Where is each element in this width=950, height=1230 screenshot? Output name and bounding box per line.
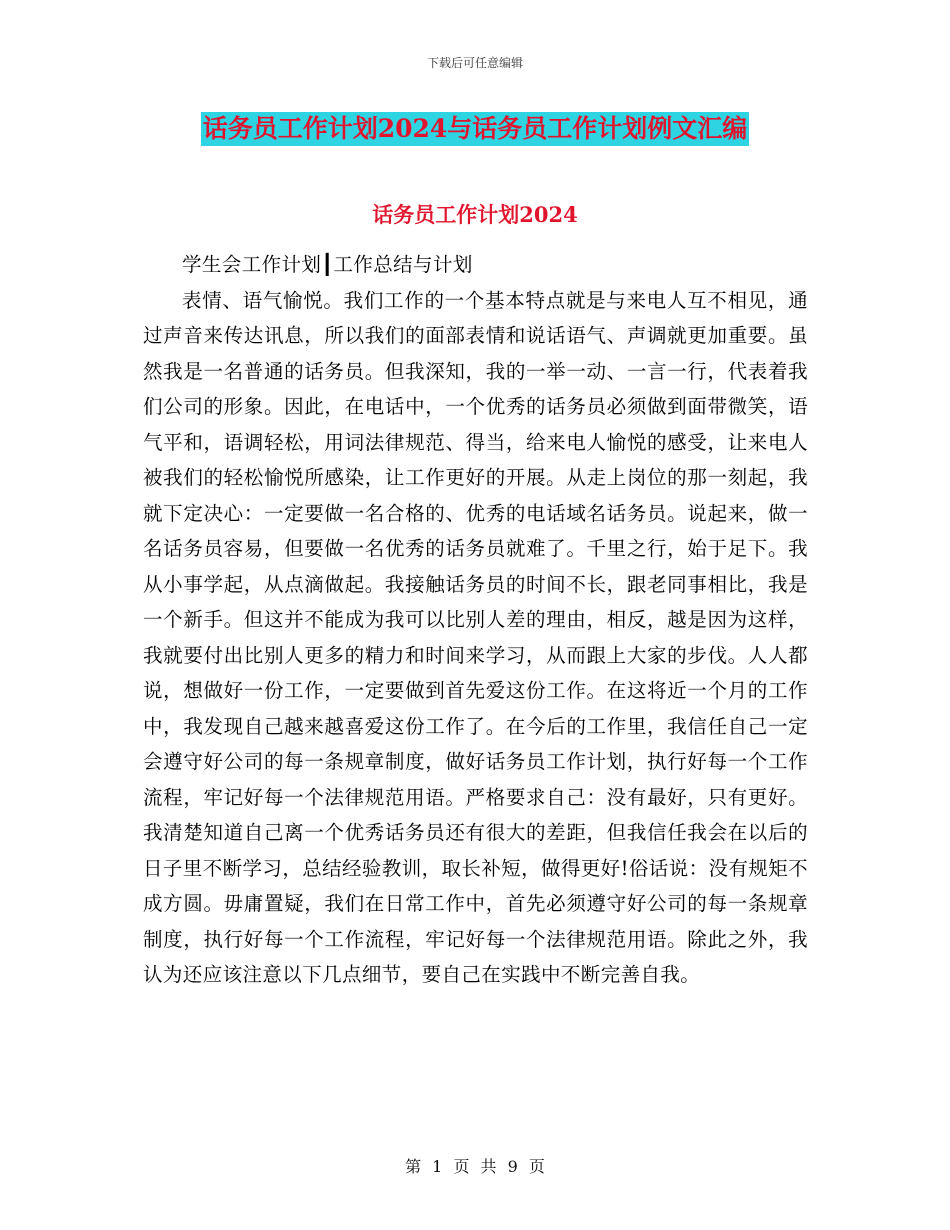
- page-number-footer: 第 1 页 共 9 页: [405, 1157, 545, 1176]
- page-header-note: 下载后可任意编辑: [426, 56, 523, 70]
- paragraph-body: 表情、语气愉悦。我们工作的一个基本特点就是与来电人互不相见，通过声音来传达讯息，所以我们的面部表情和说话语气、声调就更加重要。虽然我是一名普通的话务员。但我深知，我的一举一动、一言一行，代表着我们公司的形象。因此，在电话中，一个优秀的话务员必须做到面带微笑，语气平和，语调轻松，用词法律规范、得当，给来电人愉悦的感受，让来电人被我们的轻松愉悦所感染，让工作更好的开展。从走上岗位的那一刻起，我就下定决心：一定要做一名合格的、优秀的电话域名话务员。说起来，做一名话务员容易，但要做一名优秀的话务员就难了。千里之行，始于足下。我从小事学起，从点滴做起。我接触话务员的时间不长，跟老同事相比，我是一个新手。但这并不能成为我可以比别人差的理由，相反，越是因为这样，我就要付出比别人更多的精力和时间来学习，从而跟上大家的步伐。人人都说，想做好一份工作，一定要做到首先爱这份工作。在这将近一个月的工作中，我发现自己越来越喜爱这份工作了。在今后的工作里，我信任自己一定会遵守好公司的每一条规章制度，做好话务员工作计划，执行好每一个工作流程，牢记好每一个法律规范用语。严格要求自己：没有最好，只有更好。我清楚知道自己离一个优秀话务员还有很大的差距，但我信任我会在以后的日子里不断学习，总结经验教训，取长补短，做得更好!俗话说：没有规矩不成方圆。毋庸置疑，我们在日常工作中，首先必须遵守好公司的每一条规章制度，执行好每一个工作流程，牢记好每一个法律规范用语。除此之外，我认为还应该注意以下几点细节，要自己在实践中不断完善自我。: [143, 288, 808, 986]
- document-title: 话务员工作计划2024与话务员工作计划例文汇编: [201, 112, 750, 146]
- paragraph-category-line: 学生会工作计划┃工作总结与计划: [182, 253, 473, 276]
- section-title: 话务员工作计划2024: [372, 202, 578, 227]
- document-body: [143, 247, 808, 993]
- document-title-container: [0, 112, 950, 146]
